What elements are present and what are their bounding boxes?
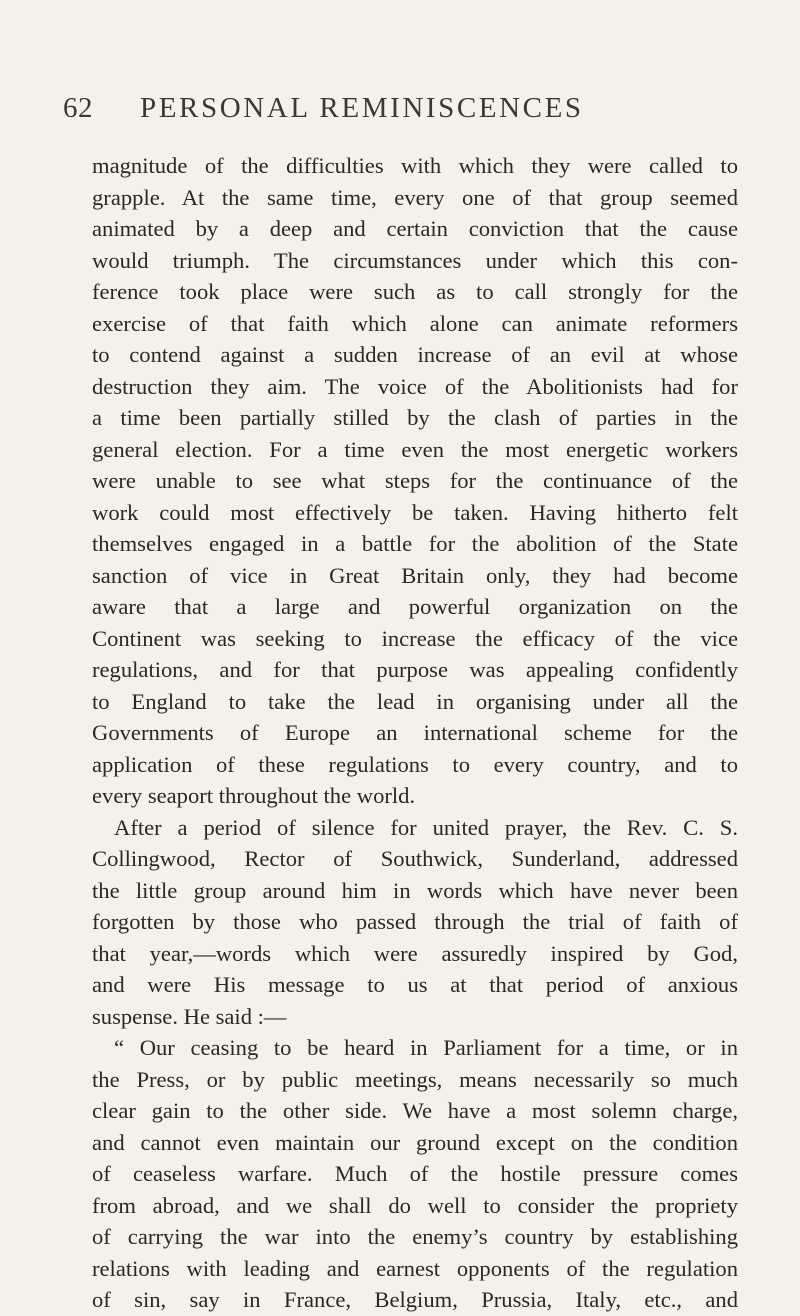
text-line: to contend against a sudden increase of an evil at whose [92,342,738,367]
text-line: and cannot even maintain our ground except on the condition [92,1129,738,1155]
text-line: animated by a deep and certain conviction that the cause [92,216,738,241]
text-line: of carrying the war into the enemy’s country by establishing [92,1224,738,1249]
text-line: application of these regulations to every country, and to [92,751,738,777]
text-line: and were His message to us at that period of anxious [92,972,738,997]
text-line: from abroad, and we shall do well to consider the propriety [92,1192,738,1218]
text-line: were unable to see what steps for the continuance of the [92,468,738,493]
text-line: general election. For a time even the most energetic workers [92,436,738,462]
text-line: the Press, or by public meetings, means necessarily so much [92,1066,738,1092]
text-line: regulations, and for that purpose was appealing confidently [92,657,738,682]
text-line: Governments of Europe an international scheme for the [92,720,738,745]
text-line: exercise of that faith which alone can animate reformers [92,310,738,336]
running-head: PERSONAL REMINISCENCES [140,92,584,124]
text-line: magnitude of the difficulties with which they were called to [92,153,738,178]
text-line: the little group around him in words which have never been [92,877,738,903]
text-line: ference took place were such as to call strongly for the [92,279,738,304]
text-line: Collingwood, Rector of Southwick, Sunderland, addressed [92,846,738,871]
text-line: of ceaseless warfare. Much of the hostile pressure comes [92,1161,738,1186]
text-line: themselves engaged in a battle for the abolition of the State [92,531,738,556]
text-line: work could most effectively be taken. Having hitherto felt [92,499,738,525]
text-line: aware that a large and powerful organization on the [92,594,738,619]
text-line: to England to take the lead in organising under all the [92,688,738,714]
text-line: forgotten by those who passed through the trial of faith of [92,909,738,934]
text-line: relations with leading and earnest opponents of the regulation [92,1255,738,1281]
text-line: grapple. At the same time, every one of that group seemed [92,184,738,210]
text-line: “ Our ceasing to be heard in Parliament for a time, or in [114,1035,738,1060]
page-number: 62 [63,92,93,124]
text-line: of sin, say in France, Belgium, Prussia, Italy, etc., and [92,1287,738,1312]
body-text [92,150,738,1316]
text-line: a time been partially stilled by the clash of parties in the [92,405,738,430]
page-header [0,92,800,132]
text-line: every seaport throughout the world. [92,783,416,808]
text-line: clear gain to the other side. We have a most solemn charge, [92,1098,738,1123]
text-line: that year,—words which were assuredly inspired by God, [92,940,738,966]
text-line: would triumph. The circumstances under which this con- [92,247,738,273]
text-line: suspense. He said :— [92,1003,287,1029]
text-line: After a period of silence for united prayer, the Rev. C. S. [114,814,738,840]
text-line: destruction they aim. The voice of the Abolitionists had for [92,373,738,399]
text-line: sanction of vice in Great Britain only, they had become [92,562,738,588]
text-line: Continent was seeking to increase the efficacy of the vice [92,625,738,651]
